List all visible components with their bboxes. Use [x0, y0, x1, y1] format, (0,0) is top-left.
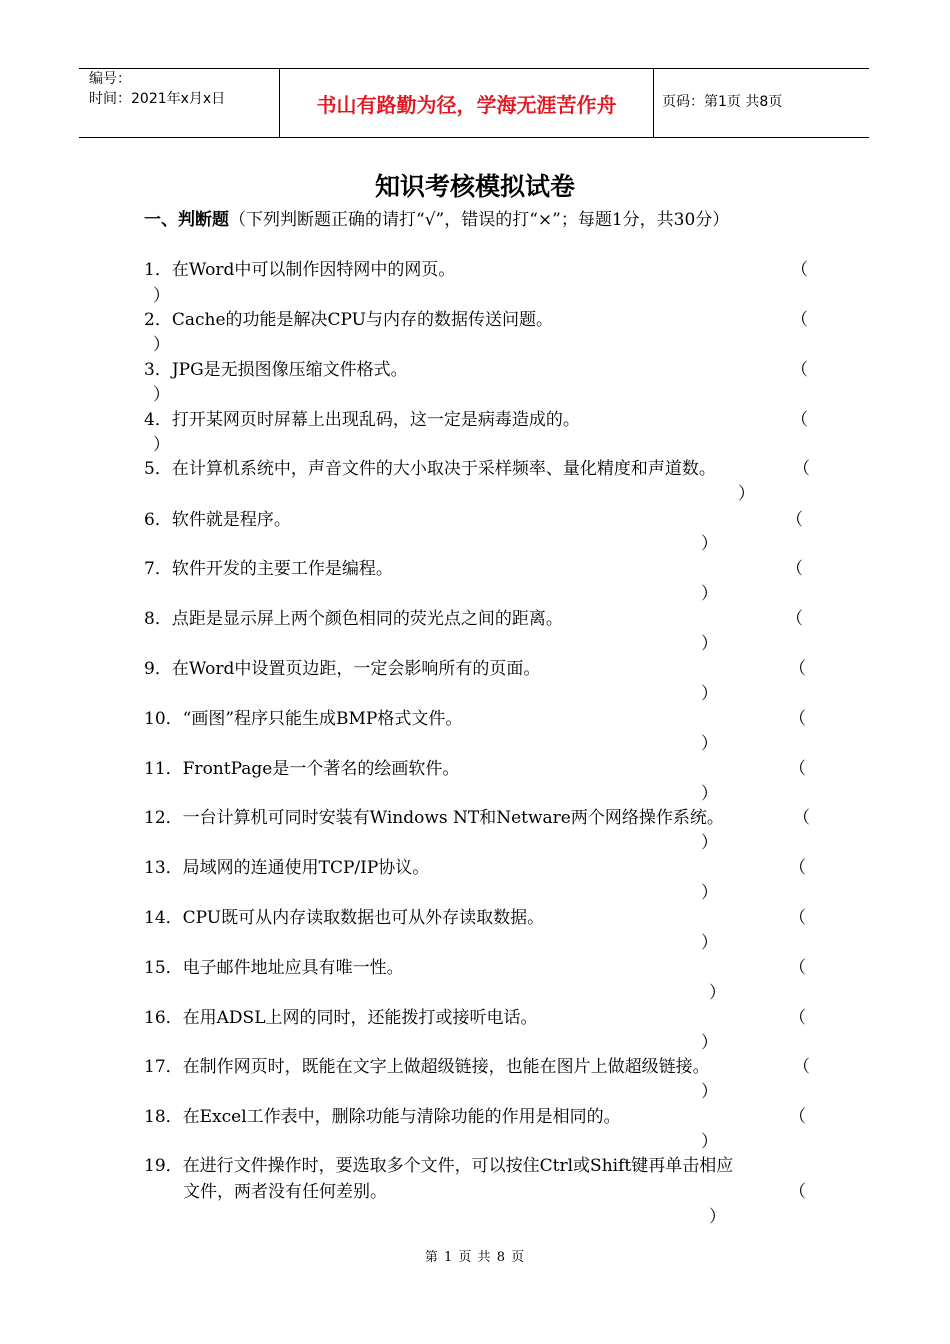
question-3 — [144, 358, 408, 383]
answer-paren-open: （ — [786, 510, 803, 530]
answer-paren-open: （ — [791, 360, 808, 380]
answer-paren-close: ） — [153, 385, 170, 405]
question-number: 10． — [144, 709, 183, 729]
answer-paren-close: ） — [701, 1033, 718, 1053]
answer-paren-open: （ — [793, 459, 810, 479]
question-number: 4． — [144, 410, 172, 430]
question-number: 18． — [144, 1107, 183, 1127]
question-text: 打开某网页时屏幕上出现乱码，这一定是病毒造成的。 — [171, 410, 580, 430]
question-number: 15． — [144, 958, 183, 978]
answer-paren-close: ） — [738, 484, 755, 504]
answer-paren-open: （ — [793, 808, 810, 828]
question-text: 在Excel工作表中，删除功能与清除功能的作用是相同的。 — [182, 1107, 621, 1127]
page-header — [79, 68, 869, 138]
question-text: 局域网的连通使用TCP/IP协议。 — [182, 858, 430, 878]
question-number: 11． — [144, 759, 183, 779]
question-number: 5． — [144, 459, 172, 479]
question-17 — [144, 1055, 710, 1080]
document-number-label: 编号： — [89, 71, 131, 87]
answer-paren-open: （ — [789, 1008, 806, 1028]
question-number: 3． — [144, 360, 172, 380]
question-10 — [144, 707, 462, 732]
answer-paren-open: （ — [791, 410, 808, 430]
answer-paren-close: ） — [701, 734, 718, 754]
question-7 — [144, 557, 393, 582]
answer-paren-close: ） — [701, 1082, 718, 1102]
question-2 — [144, 308, 553, 333]
question-number: 7． — [144, 559, 172, 579]
question-number: 8． — [144, 609, 172, 629]
answer-paren-open: （ — [793, 1057, 810, 1077]
question-text: 在制作网页时，既能在文字上做超级链接，也能在图片上做超级链接。 — [182, 1057, 710, 1077]
answer-paren-open: （ — [786, 609, 803, 629]
question-number: 16． — [144, 1008, 183, 1028]
question-text: 在Word中可以制作因特网中的网页。 — [171, 260, 456, 280]
question-14 — [144, 906, 544, 931]
header-page-info: 页码：第1页 共8页 — [662, 94, 783, 110]
question-number: 9． — [144, 659, 172, 679]
answer-paren-close: ） — [701, 534, 718, 554]
question-16 — [144, 1006, 537, 1031]
answer-paren-open: （ — [791, 260, 808, 280]
question-1 — [144, 258, 455, 283]
question-text-continued: 文件，两者没有任何差别。 — [183, 1182, 387, 1202]
question-line — [144, 1153, 809, 1179]
answer-paren-close: ） — [701, 684, 718, 704]
question-6 — [144, 508, 291, 533]
question-text: JPG是无损图像压缩文件格式。 — [171, 360, 408, 380]
question-text: 软件开发的主要工作是编程。 — [171, 559, 393, 579]
answer-paren-open: （ — [789, 1182, 806, 1202]
answer-paren-open: （ — [789, 709, 806, 729]
answer-paren-close: ） — [709, 983, 726, 1003]
answer-paren-open: （ — [786, 559, 803, 579]
question-12 — [144, 806, 724, 831]
question-number: 6． — [144, 510, 172, 530]
answer-paren-open: （ — [789, 1107, 806, 1127]
question-number: 13． — [144, 858, 183, 878]
exam-title: 知识考核模拟试卷 — [374, 172, 575, 201]
question-text: 在Word中设置页边距，一定会影响所有的页面。 — [171, 659, 541, 679]
question-text: 在用ADSL上网的同时，还能拨打或接听电话。 — [182, 1008, 538, 1028]
question-text: 软件就是程序。 — [171, 510, 291, 530]
question-text: FrontPage是一个著名的绘画软件。 — [182, 759, 460, 779]
question-15 — [144, 956, 404, 981]
header-motto: 书山有路勤为径，学海无涯苦作舟 — [316, 93, 617, 117]
answer-paren-close: ） — [153, 335, 170, 355]
question-number: 1． — [144, 260, 172, 280]
section-heading-label: 一、判断题 — [144, 210, 229, 230]
question-text: 电子邮件地址应具有唯一性。 — [182, 958, 404, 978]
header-motto-cell — [279, 69, 654, 137]
answer-paren-open: （ — [789, 908, 806, 928]
question-13 — [144, 856, 429, 881]
header-page-cell — [653, 69, 869, 137]
page-footer: 第 1 页 共 8 页 — [424, 1250, 526, 1265]
question-18 — [144, 1105, 621, 1130]
answer-paren-open: （ — [789, 858, 806, 878]
question-text: 一台计算机可同时安装有Windows NT和Netware两个网络操作系统。 — [182, 808, 724, 828]
question-4 — [144, 408, 580, 433]
answer-paren-close: ） — [701, 833, 718, 853]
question-number: 2． — [144, 310, 172, 330]
section-instructions: （下列判断题正确的请打“√”，错误的打“×”；每题1分，共30分） — [229, 210, 730, 230]
answer-paren-close: ） — [701, 784, 718, 804]
answer-paren-open: （ — [789, 958, 806, 978]
question-text: 在计算机系统中，声音文件的大小取决于采样频率、量化精度和声道数。 — [171, 459, 716, 479]
answer-paren-open: （ — [791, 310, 808, 330]
answer-paren-close: ） — [709, 1207, 726, 1227]
header-meta-cell — [79, 69, 279, 137]
answer-paren-open: （ — [789, 759, 806, 779]
answer-paren-open: （ — [789, 659, 806, 679]
answer-paren-close: ） — [701, 933, 718, 953]
question-text: 在进行文件操作时，要选取多个文件，可以按住Ctrl或Shift键再单击相应 — [182, 1156, 734, 1176]
question-text: 点距是显示屏上两个颜色相同的荧光点之间的距离。 — [171, 609, 563, 629]
answer-paren-close: ） — [701, 584, 718, 604]
question-8 — [144, 607, 563, 632]
answer-paren-close: ） — [153, 435, 170, 455]
document-time-label: 时间：2021年x月x日 — [89, 91, 226, 107]
question-number: 12． — [144, 808, 183, 828]
question-19 — [144, 1153, 809, 1205]
section-heading — [144, 208, 809, 233]
question-text: CPU既可从内存读取数据也可从外存读取数据。 — [182, 908, 545, 928]
question-number: 19． — [144, 1156, 183, 1176]
question-number: 14． — [144, 908, 183, 928]
answer-paren-close: ） — [153, 286, 170, 306]
answer-paren-close: ） — [701, 1132, 718, 1152]
question-text: “画图”程序只能生成BMP格式文件。 — [182, 709, 463, 729]
answer-paren-close: ） — [701, 634, 718, 654]
question-text: Cache的功能是解决CPU与内存的数据传送问题。 — [171, 310, 553, 330]
question-number: 17． — [144, 1057, 183, 1077]
question-9 — [144, 657, 540, 682]
question-5 — [144, 457, 716, 482]
answer-paren-close: ） — [701, 883, 718, 903]
question-11 — [144, 757, 459, 782]
